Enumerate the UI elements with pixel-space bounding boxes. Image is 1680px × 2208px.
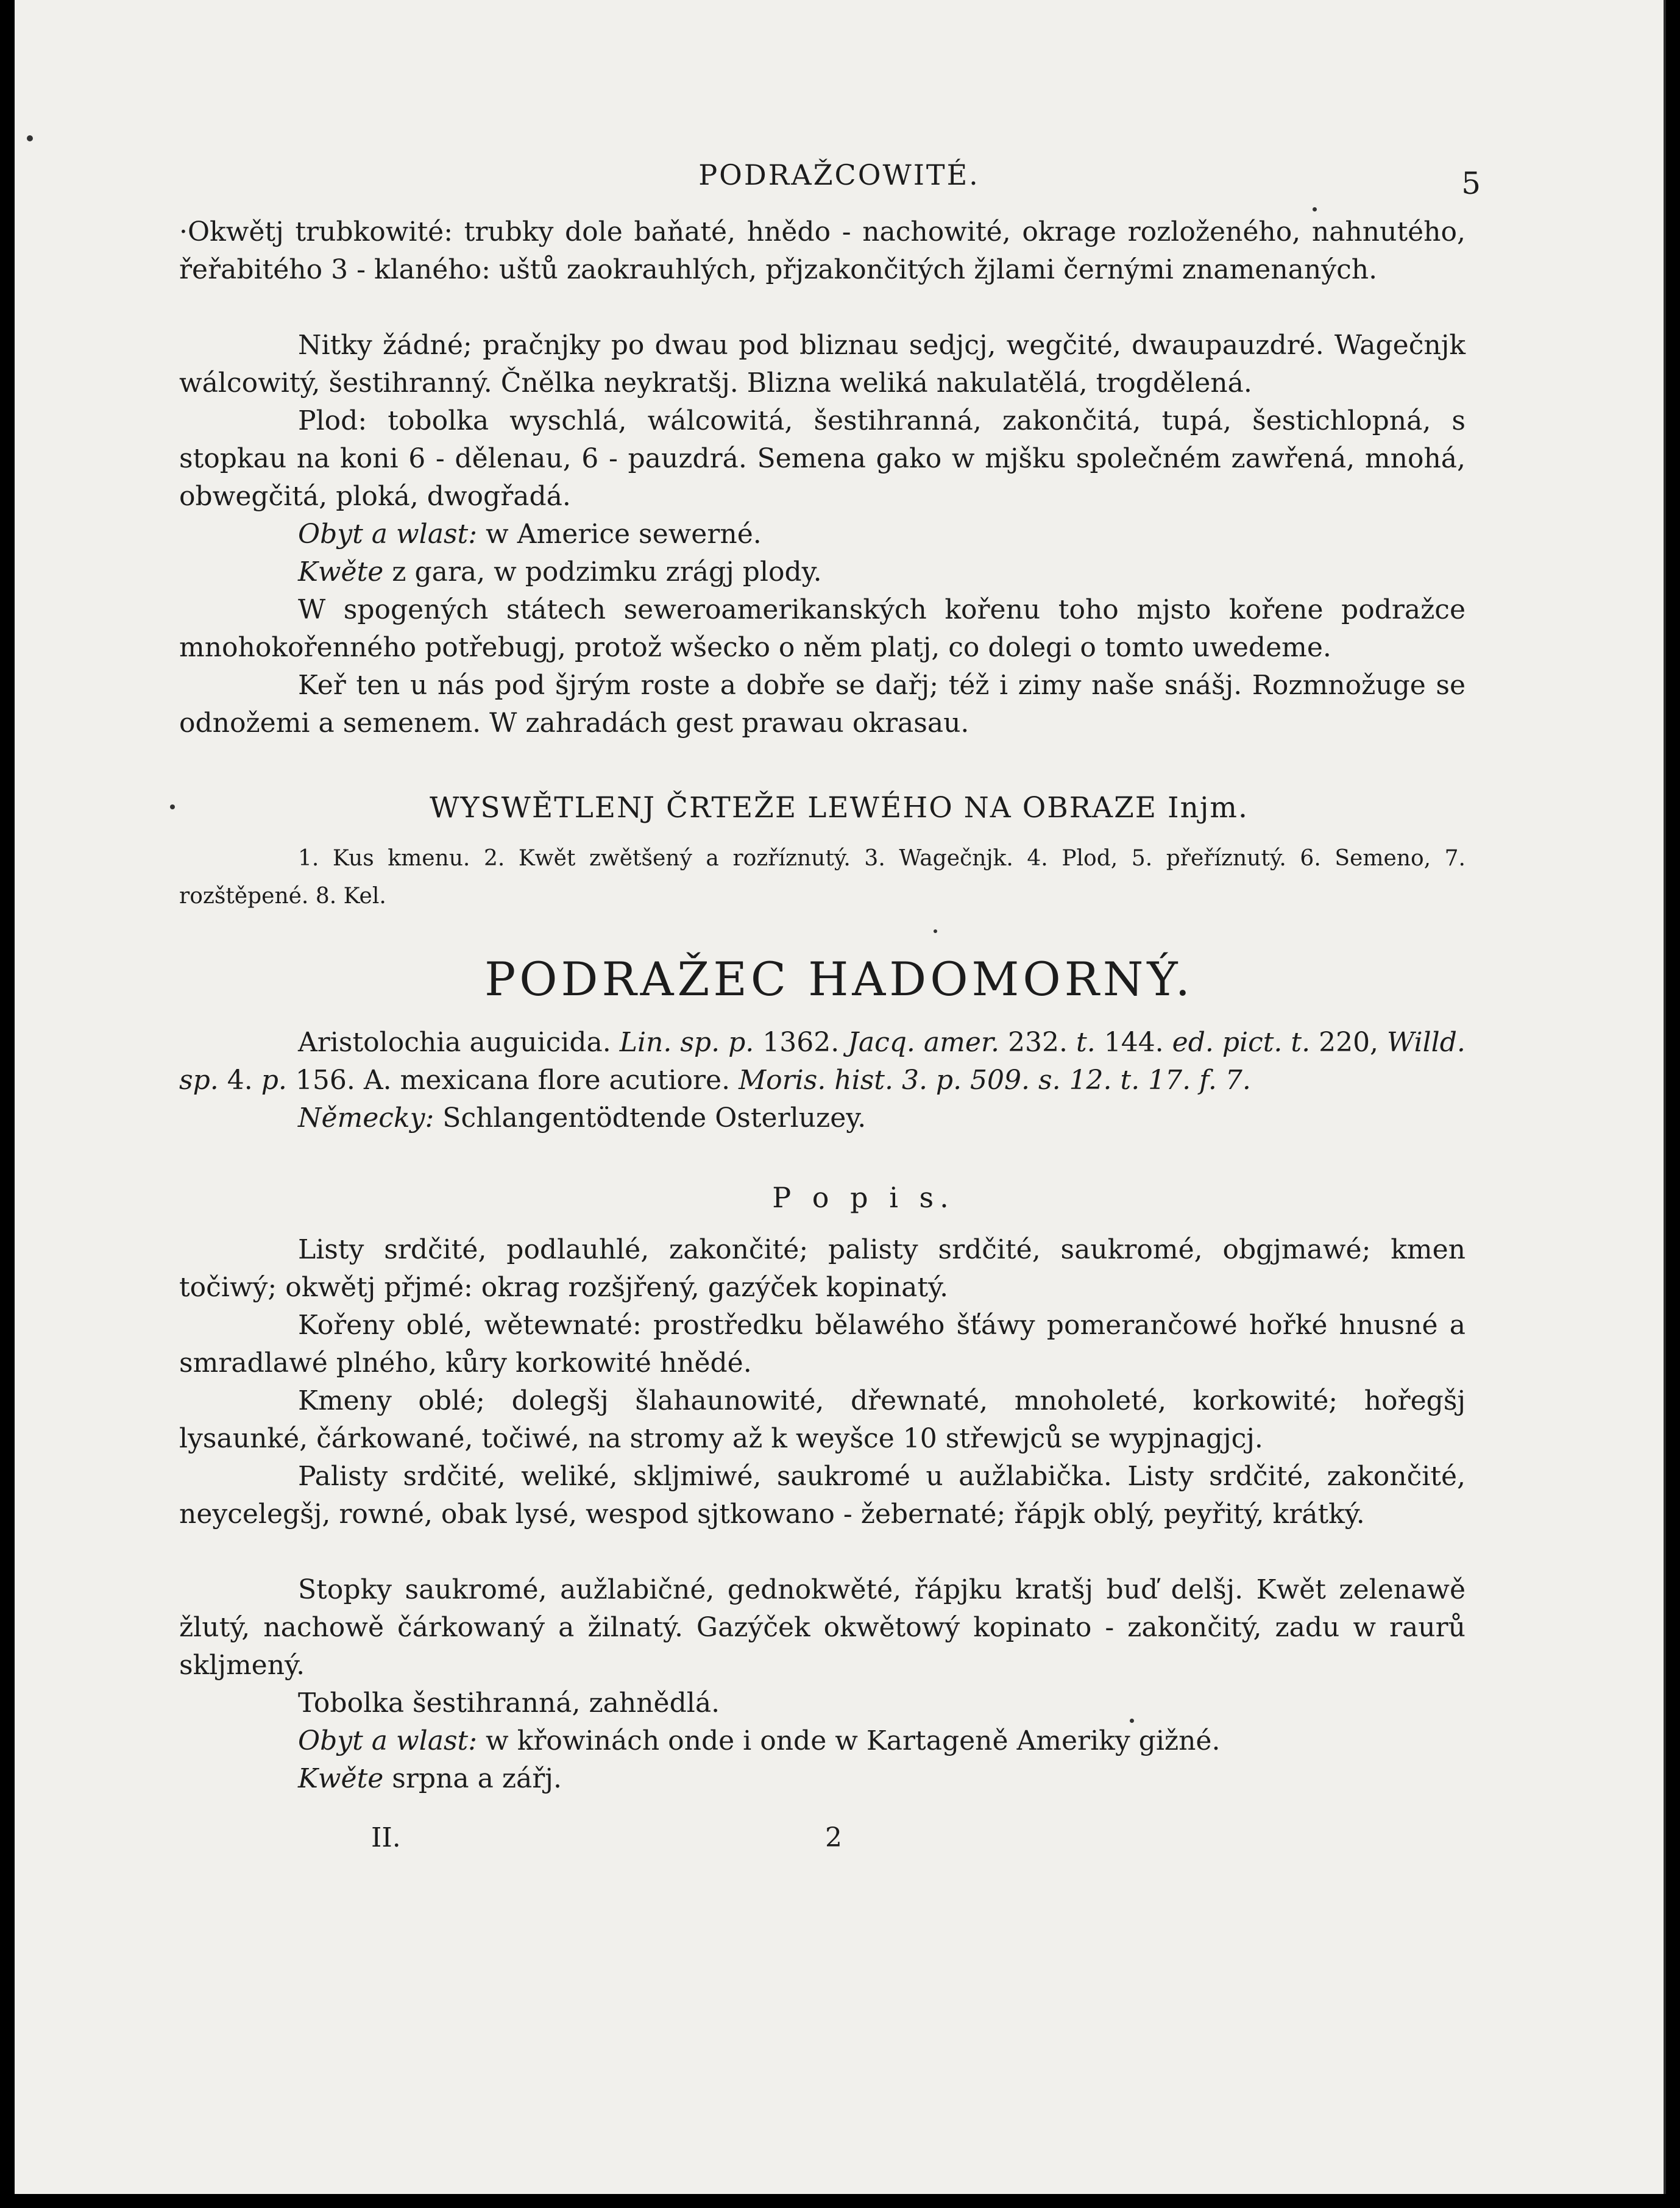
description-peduncles: Stopky saukromé, aužlabičné, gednokwěté, řápjku kratšj buď delšj. Kwět zelenawě žlutý, nachowě čárkowaný a žilnatý. Gazýček okwětowý kopinato - zakončitý, zadu w raurů skljmený.	[179, 1574, 1466, 1681]
morison-citation: 3. p. 509. s. 12. t. 17. f. 7.	[901, 1065, 1251, 1096]
paragraph-cultivation: Keř ten u nás pod šjrým roste a dobře se dařj; též i zimy naše snášj. Rozmnožuge se odnožemi a semenem. W zahradách gest prawau okrasau.	[179, 670, 1466, 739]
ed-pict-table: 220,	[1319, 1027, 1379, 1058]
synonymy	[179, 1024, 1466, 1099]
figure-explanation-heading: WYSWĚTLENJ ČRTEŽE LEWÉHO NA OBRAZE Injm.	[430, 791, 1249, 825]
jacquin-ref: Jacq. amer.	[848, 1027, 1000, 1058]
jacquin-table: 144.	[1104, 1027, 1164, 1058]
description-flowering-text: srpna a zářj.	[392, 1763, 562, 1794]
description-habitat-label: Obyt a wlast:	[298, 1725, 478, 1756]
species-title: PODRAŽEC HADOMORNÝ.	[484, 952, 1194, 1006]
jacquin-table-label: t.	[1076, 1027, 1096, 1058]
description-flowering	[179, 1760, 1466, 1798]
scan-speck	[934, 929, 937, 933]
paragraph-fruit: Plod: tobolka wyschlá, wálcowitá, šestihranná, zakončitá, tupá, šestichlopná, s stopkau na koni 6 - dělenau, 6 - pauzdrá. Semena gako w mjšku společném zawřená, mnohá, obwegčitá, ploká, dwogřadá.	[179, 405, 1466, 512]
description-stems: Kmeny oblé; dolegšj šlahaunowité, dřewnaté, mnoholeté, korkowité; hořegšj lysaunké, čárkowané, točiwé, na stromy až k weyšce 10 střewjců se wypjnagjcj.	[179, 1385, 1466, 1454]
habitat-text: w Americe sewerné.	[486, 519, 762, 550]
volume-number: II.	[371, 1822, 401, 1853]
description-heading: P o p i s.	[772, 1181, 955, 1214]
description-roots: Kořeny oblé, wětewnaté: prostředku bělawého šťáwy pomerančowé hořké hnusné a smradlawé plného, kůry korkowité hnědé.	[179, 1310, 1466, 1379]
willdenow-ref: Willd. sp.	[179, 1027, 1466, 1096]
willdenow-page: 156.	[295, 1065, 355, 1096]
ed-pict-ref: ed. pict. t.	[1172, 1027, 1311, 1058]
running-head: PODRAŽCOWITÉ.	[698, 158, 980, 191]
description-flowering-label: Kwěte	[298, 1763, 384, 1794]
description-habitat	[179, 1722, 1466, 1760]
scan-speck	[170, 804, 175, 809]
paragraph-stamens: Nitky žádné; pračnjky po dwau pod bliznau sedjcj, wegčité, dwaupauzdré. Wagečnjk wálcowitý, šestihranný. Čnělka neykratšj. Blizna weliká nakulatělá, trogdělená.	[179, 330, 1466, 399]
paragraph-flowering	[179, 553, 1466, 591]
habitat-label: Obyt a wlast:	[298, 519, 478, 550]
linnaeus-ref: Lin. sp. p.	[619, 1027, 754, 1058]
scan-speck	[27, 135, 33, 141]
page-number: 5	[1461, 166, 1481, 201]
book-page	[15, 0, 1666, 2194]
flowering-text: z gara, w podzimku zrágj plody.	[392, 556, 822, 587]
description-stipules: Palisty srdčité, weliké, skljmiwé, saukromé u aužlabička. Listy srdčité, zakončité, neycelegšj, rowné, obak lysé, wespod sjtkowano - žebernaté; řápjk oblý, peyřitý, krátký.	[179, 1461, 1466, 1530]
german-name-text: Schlangentödtende Osterluzey.	[442, 1102, 867, 1134]
scan-speck	[1130, 1719, 1134, 1723]
signature-mark: 2	[825, 1822, 842, 1853]
mexicana-synonym: A. mexicana flore acutiore.	[363, 1065, 731, 1096]
willdenow-page-label: p.	[261, 1065, 287, 1096]
german-label: Německy:	[298, 1102, 434, 1134]
description-leaves: Listy srdčité, podlauhlé, zakončité; palisty srdčité, saukromé, obgjmawé; kmen točiwý; okwětj přjmé: okrag rozšjřený, gazýček kopinatý.	[179, 1234, 1466, 1303]
paragraph-habitat	[179, 516, 1466, 553]
paragraph-perianth: ·Okwětj trubkowité: trubky dole baňaté, hnědo - nachowité, okrage rozloženého, nahnutého, řeřabitého 3 - klaného: uštů zaokrauhlých, přjzakončitých žjlami černými znamenaných.	[179, 216, 1466, 285]
scan-speck	[1313, 207, 1317, 211]
jacquin-page: 232.	[1008, 1027, 1068, 1058]
willdenow-volume: 4.	[227, 1065, 253, 1096]
paragraph-usage: W spogených státech seweroamerikanských kořenu toho mjsto kořene podražce mnohokořenného potřebugj, protož wšecko o něm platj, co dolegi o tomto uwedeme.	[179, 594, 1466, 663]
figure-legend: 1. Kus kmenu. 2. Kwět zwětšený a rozříznutý. 3. Wagečnjk. 4. Plod, 5. přeříznutý. 6. Semeno, 7. rozštěpené. 8. Kel.	[179, 846, 1466, 909]
page-footer	[371, 1822, 842, 1853]
flowering-label: Kwěte	[298, 556, 384, 587]
species-latin-name: Aristolochia auguicida.	[298, 1027, 611, 1058]
description-habitat-text: w křowinách onde i onde w Kartageně Ameriky gižné.	[486, 1725, 1221, 1756]
linnaeus-page: 1362.	[762, 1027, 840, 1058]
morison-ref: Moris. hist.	[739, 1065, 893, 1096]
german-name	[179, 1099, 1466, 1137]
description-capsule: Tobolka šestihranná, zahnědlá.	[298, 1688, 720, 1719]
